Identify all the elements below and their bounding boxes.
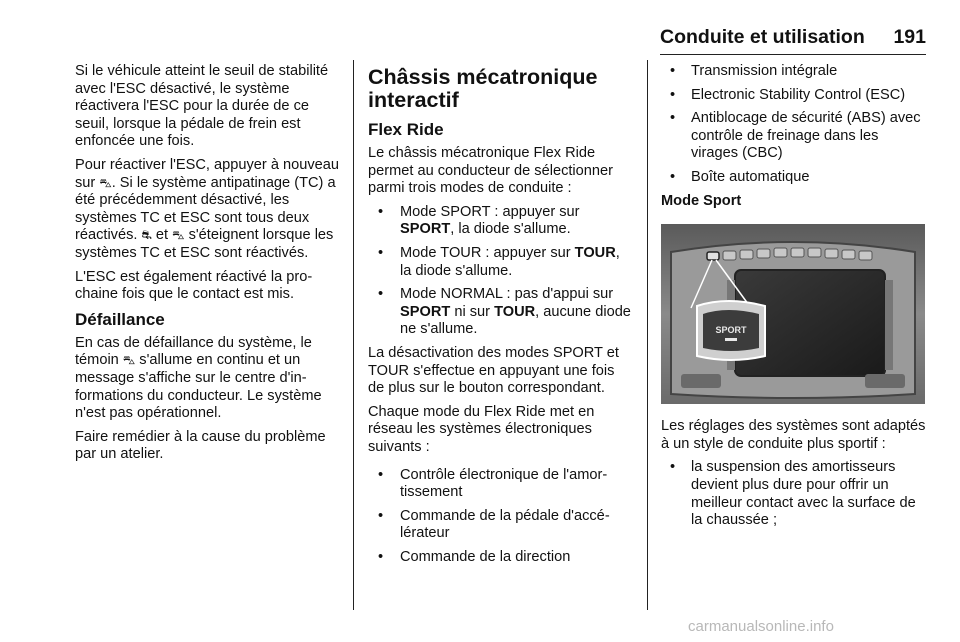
paragraph-settings: Les réglages des systèmes sont adaptés à un style de conduite plus sportif : bbox=[661, 418, 926, 452]
paragraph-intro: Le châssis mécatronique Flex Ride permet au conducteur de sélectionner parmi trois modes de conduite : bbox=[368, 145, 614, 197]
header-rule bbox=[660, 54, 926, 55]
paragraph-workshop: Faire remédier à la cause du problème par un atelier. bbox=[75, 428, 326, 463]
column-2 bbox=[368, 63, 634, 572]
column-1 bbox=[75, 63, 343, 470]
sport-button-figure bbox=[661, 224, 925, 404]
paragraph-network: Chaque mode du Flex Ride met en réseau les systèmes électroniques suivants : bbox=[368, 403, 595, 455]
list-item: • Antiblocage de sécurité (ABS) avec contrôle de freinage dans les virages (CBC) bbox=[661, 110, 929, 163]
list-item: • Mode NORMAL : pas d'appui sur SPORT ni sur TOUR, aucune diode ne s'allume. bbox=[368, 286, 634, 339]
page-number: 191 bbox=[893, 26, 926, 48]
list-item: • Electronic Stability Control (ESC) bbox=[661, 87, 929, 105]
list-item: • Mode TOUR : appuyer sur TOUR, la diode s'allume. bbox=[368, 245, 634, 280]
list-item: • Transmission intégrale bbox=[661, 63, 929, 81]
header-title: Conduite et utilisation bbox=[660, 26, 865, 48]
settings-list bbox=[661, 459, 929, 529]
column-divider-2 bbox=[647, 60, 648, 610]
paragraph-esc-threshold: Si le véhicule atteint le seuil de stabilité avec l'ESC désactivé, le système réactivera l'ESC pour la durée de ce seuil, lorsque la pédale de frein est enfoncée une fois. bbox=[75, 63, 329, 150]
esc-warning-icon: ⛍ bbox=[172, 228, 185, 243]
list-item: • Boîte automatique bbox=[661, 169, 929, 187]
list-item: • Contrôle électronique de l'amortissement bbox=[368, 467, 634, 502]
section-subtitle: Flex Ride bbox=[368, 120, 444, 139]
systems-list-continued bbox=[661, 63, 929, 187]
paragraph-esc-reactivate: Pour réactiver l'ESC, appuyer à nouveau sur ⛍. Si le système antipatinage (TC) a été précédemment désactivé, les systèmes TC et ESC sont tous deux réactivés. ⛐ et ⛍ s'éteignent lorsque les systèmes TC et ESC sont réactivés. bbox=[75, 156, 339, 261]
column-3 bbox=[661, 63, 929, 536]
sport-button-label: SPORT bbox=[715, 325, 747, 336]
mode-list bbox=[368, 204, 634, 339]
heading-fault: Défaillance bbox=[75, 309, 165, 329]
list-item: • Mode SPORT : appuyer sur SPORT, la diode s'allume. bbox=[368, 204, 634, 239]
list-item: • la suspension des amortisseurs devient plus dure pour offrir un meilleur contact avec la surface de la chaussée ; bbox=[661, 459, 929, 529]
paragraph-deactivation: La désactivation des modes SPORT et TOUR s'effectue en appuyant une fois de plus sur le bouton correspondant. bbox=[368, 344, 619, 397]
watermark: carmanualsonline.info bbox=[688, 618, 834, 635]
esc-warning-light-icon: ⛍ bbox=[122, 353, 136, 368]
list-item: • Commande de la direction bbox=[368, 549, 634, 567]
tc-off-icon: ⛐ bbox=[141, 228, 152, 243]
paragraph-fault: En cas de défaillance du système, le témoin ⛍ s'allume en continu et un message s'affiche sur le centre d'informations du conducteur. Le système n'est pas opérationnel. bbox=[75, 334, 322, 422]
systems-list bbox=[368, 467, 634, 567]
list-item: • Commande de la pédale d'accélérateur bbox=[368, 508, 634, 543]
section-title: Châssis mécatronique interactif bbox=[368, 65, 598, 112]
esc-off-icon: ⛍ bbox=[99, 175, 112, 190]
page-header bbox=[660, 26, 926, 54]
paragraph-esc-ignition: L'ESC est également réactivé la prochaine fois que le contact est mis. bbox=[75, 268, 313, 303]
heading-sport-mode: Mode Sport bbox=[661, 192, 742, 209]
column-divider-1 bbox=[353, 60, 354, 610]
